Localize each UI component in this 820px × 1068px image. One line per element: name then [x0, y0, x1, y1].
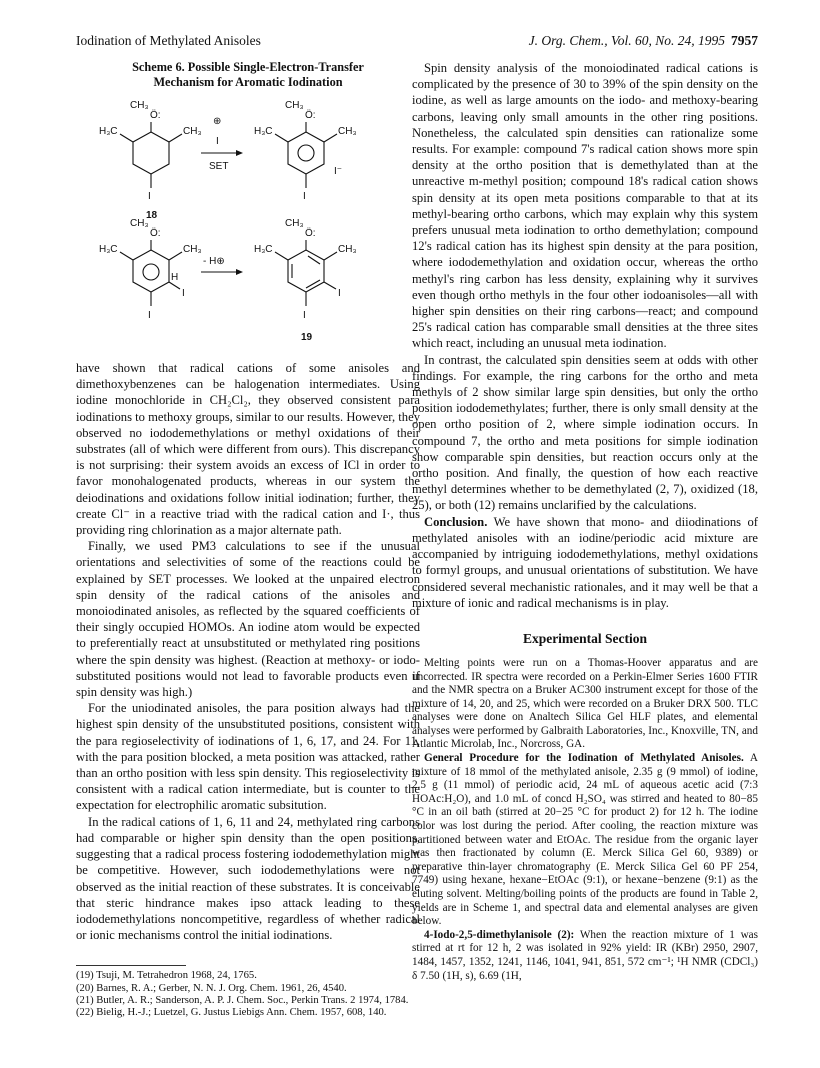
scheme-6-diagram: [76, 92, 420, 360]
compound-2-text: When the reaction mixture of 1 was stirred at rt for 12 h, 2 was isolated in 92% yield: IR (KBr) 2950, 2907, 1484, 1457, 1352, 1241, 1146, 1041, 941, 851, 572 cm⁻¹; ¹H NMR (CDCl₃) δ 7.50 (1H, s), 6.69 (1H,: [412, 928, 759, 982]
methoxy-label-2: CH₃: [285, 100, 304, 111]
iodine-label-3b: I: [182, 288, 185, 299]
footnote-22: (22) Bielig, H.-J.; Luetzel, G. Justus Liebigs Ann. Chem. 1957, 608, 140.: [76, 1006, 387, 1018]
benzene-ring-4: [288, 250, 324, 292]
oxygen-label-1: Ö:: [150, 110, 161, 121]
arrow-head-2: [236, 269, 243, 275]
arrow-head-1: [236, 150, 243, 156]
scheme-title-line1: Scheme 6. Possible Single-Electron-Transfer: [132, 60, 364, 74]
conclusion-text: We have shown that mono- and diiodinations of methylated anisoles with an iodine/periodic acid mixture are accompanied by intriguing iododemethylations, methyl oxidations to formyl groups, and unusual orientations of substitution. We have considered several mechanistic rationales, and it may well be that a mixture of ionic and radical mechanisms is in play.: [412, 514, 758, 610]
left-paragraph-2: Finally, we used PM3 calculations to see if the unusual orientations and selectivities of some of the reactions could be explained by SET processes. We looked at the unpaired electron spin density of the radical cations of the anisoles and monoiodinated anisoles, as reflected by the squared coefficients of their singly occupied HOMOs. An iodine atom would be expected to preferentially react at unsubstituted or methylated ring positions where the spin density was highest. (Reaction at methoxy- or iodo-substituted positions would not lead to favorable products even if spin density was high.): [76, 539, 420, 700]
iodide-label: I⁻: [334, 166, 343, 177]
set-label: SET: [209, 161, 229, 172]
page-number: 7957: [731, 33, 758, 48]
general-procedure-paragraph: [412, 752, 758, 929]
benzene-ring-2: [288, 132, 324, 174]
journal-citation: J. Org. Chem., Vol. 60, No. 24, 1995: [528, 33, 725, 48]
experimental-heading: Experimental Section: [522, 630, 648, 646]
methyl-left-label-1: H₃C: [99, 126, 118, 137]
conclusion-heading: Conclusion.: [424, 514, 488, 529]
right-paragraph-2: In contrast, the calculated spin densities seem at odds with other findings. For example, the ring carbons for the ortho and meta methyls of 2 show similar large spin densities, but only the ortho position iododemethylates; further, there is only small density at the open ortho position of 2, where simple iodination occurs. In compound 7, the ortho and meta positions for simple iodination show comparable spin densities, but reaction occurs only at the ortho position. And finally, the question of how each reactive methyl determines whether to be demethylated (2, 7), oxidized (18, 25), or both (12) remains unclarified by the calculations.: [412, 352, 758, 513]
footnote-20: (20) Barnes, R. A.; Gerber, N. N. J. Org. Chem. 1961, 26, 4540.: [76, 982, 347, 994]
benzene-ring-1: [133, 132, 169, 174]
methyl-right-label-4: CH₃: [338, 244, 357, 255]
footnote-rule: [76, 965, 186, 966]
experimental-paragraph-1: Melting points were run on a Thomas-Hoover apparatus and are uncorrected. IR spectra were recorded on a Perkin-Elmer Series 1600 FTIR and the NMR spectra on a Bruker AC300 instrument except for those of the mixture of 14, 20, and 25, which were recorded on a Bruker DRX 500. TLC analyses were done on Analtech Silica Gel HLF plates, and elemental analyses were performed by Galbraith Laboratories, Inc., Knoxville, TN, and Atlantic Microlab, Inc., Norcross, GA.: [412, 656, 758, 751]
running-header-title: Iodination of Methylated Anisoles: [76, 33, 261, 48]
compound-2-heading: 4-Iodo-2,5-dimethylanisole (2):: [424, 928, 575, 941]
compound-label-18: 18: [146, 210, 158, 221]
methyl-right-label-2: CH₃: [338, 126, 357, 137]
compound-label-19: 19: [301, 332, 313, 343]
iodine-label-3a: I: [148, 310, 151, 321]
left-paragraph-1: have shown that radical cations of some anisoles and dimethoxybenzenes can be halogenation intermediates. Using iodine monochloride in CH₂Cl₂, they observed consistent para iodinations to methoxy groups, similar to our results. However, they observed no iododemethylations or methyl oxidations of their substrates (all of which were different from ours). This discrepancy is not surprising: their system avoids an excess of ICl in order to favor monohalogenated products, whereas in our system the deiodinations and oxidations follow initial iodination; further, they create Cl⁻ in a reactive triad with the radical cation and I·, thus providing ring chlorination as a major alternate path.: [76, 361, 420, 538]
hydrogen-label-3: H: [171, 272, 179, 283]
methoxy-label-1: CH₃: [130, 100, 149, 111]
footnote-19: (19) Tsuji, M. Tetrahedron 1968, 24, 1765.: [76, 970, 257, 982]
right-column: [412, 60, 758, 983]
scheme-title: [76, 60, 420, 90]
oxygen-label-4: Ö:: [305, 228, 316, 239]
general-procedure-heading: General Procedure for the Iodination of Methylated Anisoles.: [424, 752, 744, 765]
compound-2-paragraph: [412, 929, 758, 983]
footnote-21: (21) Butler, A. R.; Sanderson, A. P. J. Chem. Soc., Perkin Trans. 2 1974, 1784.: [76, 994, 409, 1006]
methyl-left-label-4: H₃C: [254, 244, 273, 255]
iodine-label-4b: I: [338, 288, 341, 299]
methyl-left-label-2: H₃C: [254, 126, 273, 137]
left-paragraph-3: For the uniodinated anisoles, the para position always had the highest spin density of the unsubstituted positions, consistent with the para regioselectivity of iodinations of 1, 6, 17, and 24. For 11, with the para position blocked, a meta position was attacked, rather than an ortho position with less spin density. This regioselectivity is consistent with a radical cation intermediate, but is counter to the expectation for electrophilic aromatic subsitution.: [76, 701, 420, 813]
oxygen-label-3: Ö:: [150, 228, 161, 239]
right-paragraph-1: Spin density analysis of the monoiodinated radical cations is complicated by the presence of 30 to 39% of the spin density on the iodine, as well as large amounts on the iodo- and methoxy-bearing carbons, leaving only small amounts in the other ring positions. Nonetheless, the calculated spin densities can rationalize some results. For example: compound 7's radical cation shows more spin density at the ortho position that is demethylated than at the unreactive m-methyl position; compound 18's radical cation shows spin density at its open meta positions comparable to that at its methyl-bearing ortho carbons, which may explain why this system prefers unusual meta iodination to ortho demethylation; compound 12's radical cation has its highest spin density at the para position, where iododemethylation and oxidation occur, whereas the ortho methyl's ring carbon has less density, explaining why it survives even though ortho methyls in the four other iodoanisoles—all with higher spin densities on their ring carbons—react; and compound 25's radical cation has comparable small densities at the three sites which react, including an unusual meta iodination.: [412, 61, 758, 351]
iodine-label-2: I: [303, 191, 306, 202]
iodine-label-1: I: [148, 191, 151, 202]
methoxy-label-4: CH₃: [285, 218, 304, 229]
methyl-left-label-3: H₃C: [99, 244, 118, 255]
iodine-label-4a: I: [303, 310, 306, 321]
methoxy-label-3: CH₃: [130, 218, 149, 229]
methyl-right-label-3: CH₃: [183, 244, 202, 255]
scheme-title-line2: Mechanism for Aromatic Iodination: [153, 75, 343, 89]
oxygen-label-2: Ö:: [305, 110, 316, 121]
conclusion-paragraph: [412, 514, 758, 611]
proton-loss-label: - H⊕: [203, 256, 225, 267]
left-paragraph-4: In the radical cations of 1, 6, 11 and 24, methylated ring carbons had comparable or higher spin density than the open positions, suggesting that a radical process fostering iododemethylation might be competitive. However, such iododemethylations were not observed as the initial reaction of these substrates. It is conceivable that steric hindrance makes ipso attack leading to these iododemethylations noncompetitive, regardless of whether radical or ionic mechanisms control the initial iodinations.: [76, 814, 420, 943]
benzene-ring-3: [133, 250, 169, 292]
running-header-journal: [529, 33, 758, 49]
iodonium-label: I: [216, 136, 219, 147]
left-column: [76, 60, 420, 1019]
iodonium-charge: ⊕: [213, 116, 222, 127]
general-procedure-text: A mixture of 18 mmol of the methylated anisole, 2.35 g (9 mmol) of iodine, 2.5 g (11 mmol) of periodic acid, 24 mL of aqueous acetic acid (7:3 HOAc:H₂O), and 1.0 mL of concd H₂SO₄ was stirred and heated to 80−85 °C in an oil bath (stirred at 20−25 °C for product 2) for 12 h. The iodine color was lost during the period. After cooling, the reaction mixture was partitioned between water and EtOAc. The residue from the organic layer was then fractionated by column (E. Merck Silica Gel 60, 9389) or preparative thin-layer chromatography (E. Merck Silica Gel 60 PF 254, 7749) using hexane, hexane−EtOAc (9:1), or hexane−benzene (9:1) as the eluting solvent. Melting/boiling points of the products are found in Table 2, yields are in Scheme 1, and spectral data and elemental analyses are given below.: [412, 752, 758, 928]
methyl-right-label-1: CH₃: [183, 126, 202, 137]
